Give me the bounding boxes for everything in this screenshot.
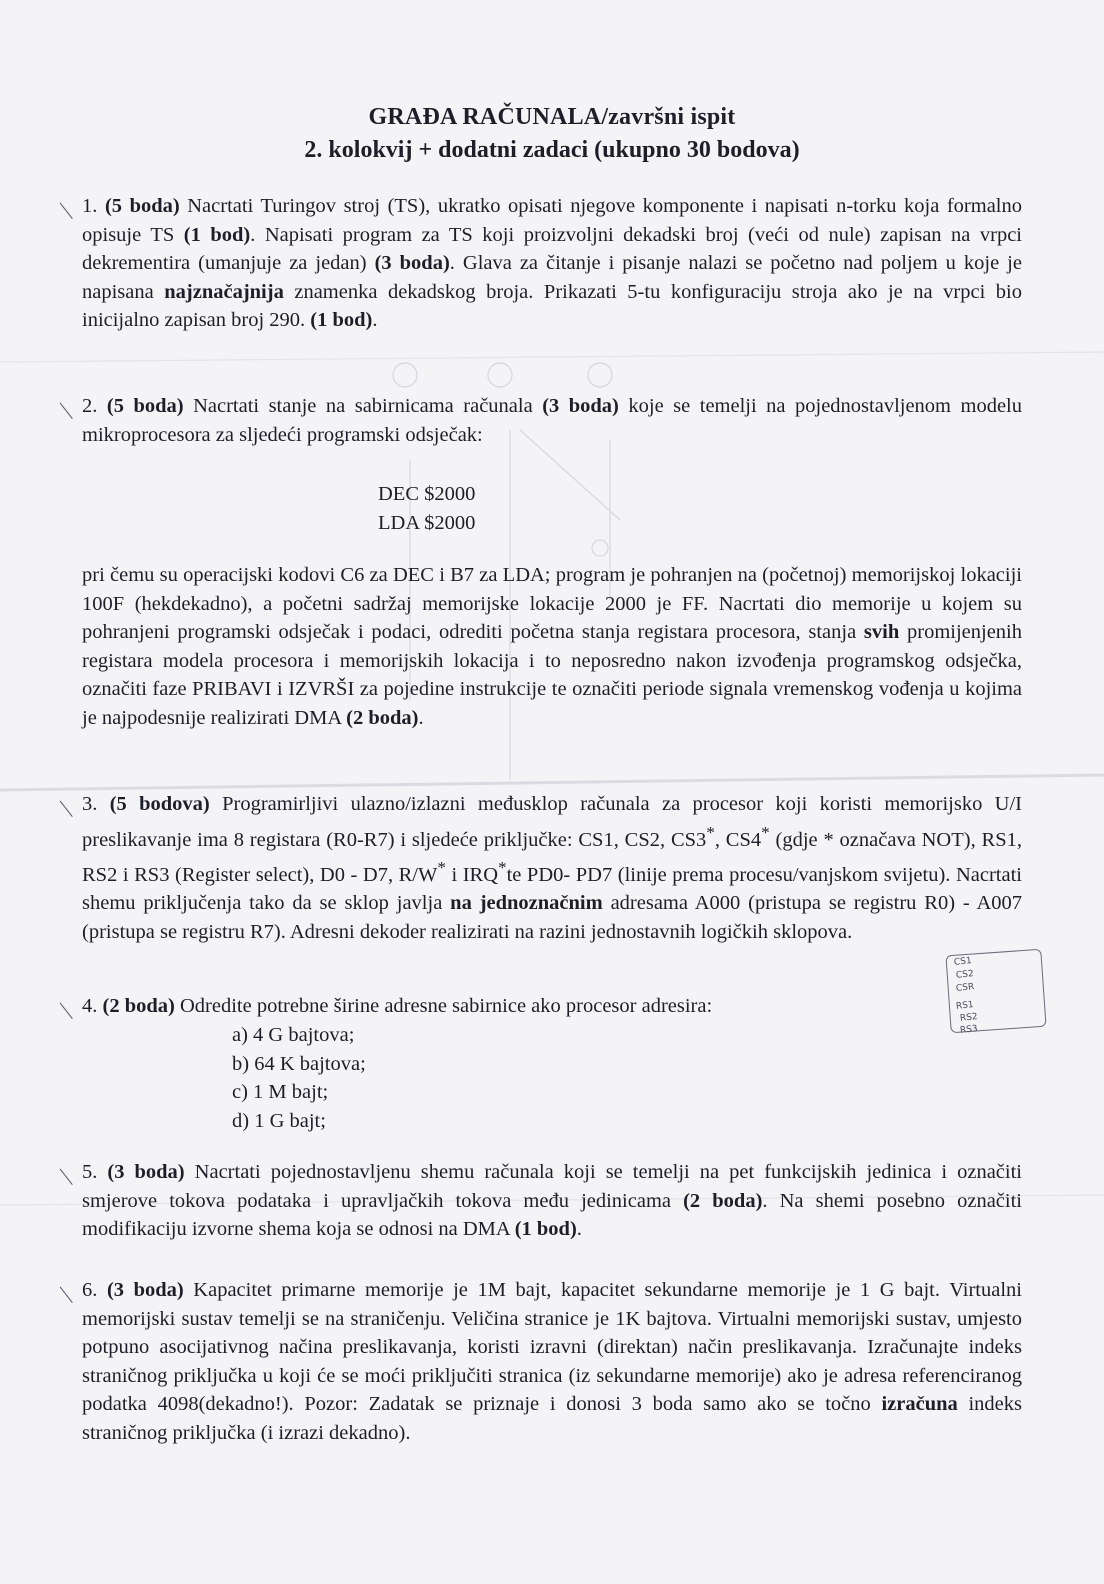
task-text: Kapacitet primarne memorije je 1M bajt, kapacitet sekundarne memorije je 1 G bajt. Virtualni memorijski sustav temelji se na straničenju. Veličina stranice je 1K bajtova. Virtualni memorijski sustav, umjesto potpuno asocijativnog načina preslikavanja, koristi izravni (direktan) način preslikavanja. Izračunajte indeks straničnog priključka u koji će se moći priključiti stranica (iz sekundarne memorije) ako je adresa referenciranog podatka 4098(dekadno!). Pozor: Zadatak se priznaje i donosi 3 boda samo ako se točno (82, 1279, 1022, 1416)
code-line: DEC $2000 (378, 483, 476, 505)
code-line: LDA $2000 (378, 512, 476, 534)
note-text: RS2 (959, 1012, 979, 1024)
task-text: . (576, 1218, 582, 1241)
task-text: koje se temelji na pojednostavljenom modelu mikroprocesora za sljedeći programski odsječak: (82, 395, 1022, 446)
task-number: 2. (82, 395, 98, 417)
emphasis: svih (863, 621, 900, 644)
task-number: 4. (82, 995, 98, 1017)
task-text: Nacrtati stanje na sabirnicama računala (183, 395, 543, 417)
task-number: 1. (82, 195, 98, 217)
points: (5 bodova) (109, 793, 210, 815)
points: (3 boda) (542, 395, 619, 417)
list-item: d) 1 G bajt; (232, 1109, 326, 1132)
points: (5 boda) (104, 195, 180, 217)
task-text: indeks straničnog priključka (i izrazi dekadno). (82, 1393, 1022, 1444)
points: (1 bod) (514, 1218, 577, 1241)
points: (2 boda) (102, 995, 175, 1017)
note-text: RS3 (959, 1024, 979, 1036)
points: (2 boda) (683, 1189, 763, 1212)
task-text: Programirljivi ulazno/izlazni međusklop računala za procesor koji koristi memorijsko U/I preslikavanje ima 8 registara (R0-R7) i sljedeće priključke: CS1, CS2, CS3 (82, 793, 1022, 851)
task-6 (82, 1276, 1022, 1448)
note-text: RS1 (955, 1000, 975, 1012)
points: (2 boda) (346, 706, 419, 729)
list-item: c) 1 M bajt; (232, 1081, 329, 1104)
task-text: Nacrtati pojednostavljenu shemu računala koji se temelji na pet funkcijskih jedinica i označiti smjerove tokova podataka i upravljačkih tokova među jedinicama (82, 1161, 1022, 1212)
page-title: GRAĐA RAČUNALA/završni ispit (368, 104, 736, 130)
handwritten-note (936, 942, 1052, 1034)
not-marker: * (761, 822, 770, 842)
not-marker: * (706, 822, 715, 842)
task-text: Nacrtati Turingov stroj (TS), ukratko opisati njegove komponente i napisati n-torku koja formalno opisuje TS (82, 195, 1022, 246)
page-subtitle: 2. kolokvij + dodatni zadaci (ukupno 30 bodova) (304, 137, 800, 163)
emphasis: izračuna (881, 1393, 958, 1416)
list-item: a) 4 G bajtova; (232, 1024, 355, 1046)
task-text: (gdje * označava NOT), RS1, RS2 i RS3 (Register select), D0 - D7, R/W (82, 828, 1022, 886)
task-text: . Glava za čitanje i pisanje nalazi se početno nad poljem u koje je napisana (82, 252, 1022, 303)
note-text: CS2 (955, 969, 975, 981)
task-text: Odredite potrebne širine adresne sabirnice ako procesor adresira: (174, 995, 713, 1017)
note-text: CSR (955, 982, 975, 994)
emphasis: na jednoznačnim (450, 892, 603, 915)
task-2-continued (82, 561, 1022, 733)
not-marker: * (498, 858, 507, 878)
points: (3 boda) (106, 1279, 184, 1301)
code-block (378, 480, 475, 538)
task-number: 3. (82, 793, 98, 815)
not-marker: * (437, 858, 446, 878)
task-3 (82, 790, 1022, 947)
task-text: promijenjenih registara modela procesora i memorijskih lokacija i to neposredno nakon izvođenja programskog odsječka, označiti faze PRIBAVI i IZVRŠI za pojedine instrukcije te označiti periode signala vremenskog vođenja u kojima je najpodesnije realizirati DMA (82, 621, 1022, 729)
points: (3 boda) (374, 252, 450, 275)
task-number: 6. (82, 1279, 98, 1301)
task-text: te PD0- PD7 (linije prema procesu/vanjskom svijetu). Nacrtati shemu priključenja tako da se sklop javlja (82, 863, 1022, 915)
points: (1 bod) (183, 223, 251, 246)
task-text: znamenka dekadskog broja. Prikazati 5-tu konfiguraciju stroja ako je na vrpci bio inicijalno zapisan broj 290. (82, 280, 1022, 332)
task-text: , CS4 (714, 828, 762, 851)
task-text: pri čemu su operacijski kodovi C6 za DEC i B7 za LDA; program je pohranjen na (početnoj) memorijskoj lokaciji 100F (hekdekadno), a početni sadržaj memorijske lokacije 2000 je FF. Nacrtati dio memorije u kojem su pohranjeni programski odsječak i podaci, odrediti početna stanja registara procesora, stanja (82, 564, 1022, 644)
task-number: 5. (82, 1161, 98, 1183)
answer-list (232, 1021, 366, 1135)
points: (3 boda) (107, 1161, 185, 1183)
task-text: . (418, 706, 424, 729)
note-text: CS1 (953, 956, 973, 968)
points: (1 bod) (310, 309, 373, 332)
points: (5 boda) (106, 395, 184, 417)
task-text: . Na shemi posebno označiti modifikaciju izvorne shema koja se odnosi na DMA (82, 1189, 1022, 1241)
task-1 (82, 192, 1022, 335)
emphasis: najznačajnija (164, 280, 284, 303)
task-2 (82, 392, 1022, 449)
task-text: . Napisati program za TS koji proizvoljni dekadski broj (veći od nule) zapisan na vrpci dekrementira (umanjuje za jedan) (82, 223, 1022, 275)
task-text: . (372, 309, 378, 332)
task-4 (82, 992, 1022, 1021)
list-item: b) 64 K bajtova; (232, 1052, 366, 1075)
task-5 (82, 1158, 1022, 1244)
task-text: adresama A000 (pristupa se registru R0) - A007 (pristupa se registru R7). Adresni dekoder realizirati na razini jednostavnih logičkih sklopova. (82, 892, 1023, 944)
task-text: i IRQ (445, 863, 499, 886)
